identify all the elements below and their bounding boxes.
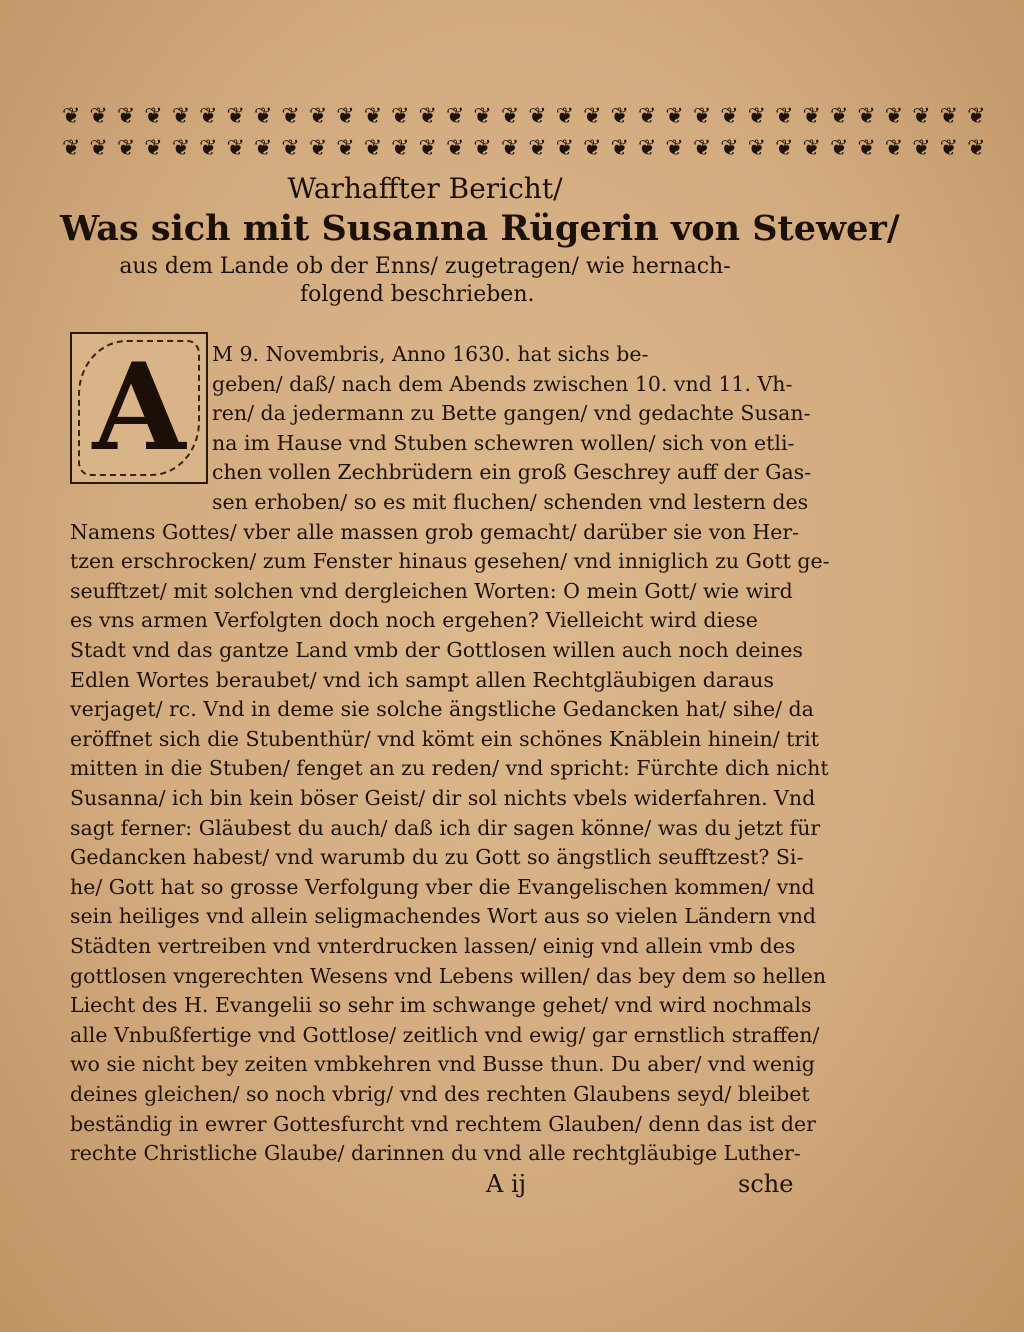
- title-line-3: aus dem Lande ob der Enns/ zugetragen/ wie hernach-: [119, 254, 731, 279]
- title-line-1: Warhaffter Bericht/: [287, 172, 563, 205]
- body-line: na im Hause vnd Stuben schewren wollen/ sich von etli-: [212, 430, 795, 455]
- body-line: seufftzet/ mit solchen vnd dergleichen Worten: O mein Gott/ wie wird: [70, 578, 793, 603]
- signature-mark: A ij: [486, 1170, 527, 1198]
- body-line: alle Vnbußfertige vnd Gottlose/ zeitlich vnd ewig/ gar ernstlich straffen/: [70, 1022, 820, 1047]
- body-line: ren/ da jedermann zu Bette gangen/ vnd gedachte Susan-: [212, 401, 811, 426]
- body-line: Gedancken habest/ vnd warumb du zu Gott so ängstlich seufftzest? Si-: [70, 845, 804, 870]
- body-line: es vns armen Verfolgten doch noch ergehen? Vielleicht wird diese: [70, 608, 758, 633]
- body-line: verjaget/ rc. Vnd in deme sie solche ängstliche Gedancken hat/ sihe/ da: [70, 697, 814, 722]
- body-line: Liecht des H. Evangelii so sehr im schwange gehet/ vnd wird nochmals: [70, 993, 812, 1018]
- body-line: Stadt vnd das gantze Land vmb der Gottlosen willen auch noch deines: [70, 638, 803, 662]
- body-line: deines gleichen/ so noch vbrig/ vnd des rechten Glaubens seyd/ bleibet: [70, 1082, 810, 1106]
- body-line: M 9. Novembris, Anno 1630. hat sichs be-: [212, 342, 649, 366]
- body-line: eröffnet sich die Stubenthür/ vnd kömt ein schönes Knäblein hinein/ trit: [70, 726, 819, 751]
- body-line: Namens Gottes/ vber alle massen grob gemacht/ darüber sie von Her-: [70, 519, 800, 544]
- initial-letter: A: [92, 337, 186, 478]
- body-line: Edlen Wortes beraubet/ vnd ich sampt allen Rechtgläubigen daraus: [70, 667, 774, 692]
- body-line: sen erhoben/ so es mit fluchen/ schenden vnd lestern des: [212, 490, 809, 514]
- body-line: beständig in ewrer Gottesfurcht vnd rechtem Glauben/ denn das ist der: [70, 1111, 816, 1136]
- body-line: mitten in die Stuben/ fenget an zu reden/ vnd spricht: Fürchte dich nicht: [70, 756, 829, 781]
- ornament-border-top: ❦ ❦ ❦ ❦ ❦ ❦ ❦ ❦ ❦ ❦ ❦ ❦ ❦ ❦ ❦ ❦ ❦ ❦ ❦ ❦ ❦ ❦ ❦ ❦ ❦ ❦ ❦ ❦ ❦ ❦ ❦ ❦ ❦ ❦: [62, 104, 987, 129]
- ornament-border-bottom: ❦ ❦ ❦ ❦ ❦ ❦ ❦ ❦ ❦ ❦ ❦ ❦ ❦ ❦ ❦ ❦ ❦ ❦ ❦ ❦ ❦ ❦ ❦ ❦ ❦ ❦ ❦ ❦ ❦ ❦ ❦ ❦ ❦ ❦: [62, 136, 987, 161]
- body-line: gottlosen vngerechten Wesens vnd Lebens willen/ das bey dem so hellen: [70, 963, 827, 988]
- body-line: wo sie nicht bey zeiten vmbkehren vnd Busse thun. Du aber/ vnd wenig: [70, 1052, 815, 1077]
- body-line: sagt ferner: Gläubest du auch/ daß ich dir sagen könne/ was du jetzt für: [70, 815, 821, 840]
- body-line: Susanna/ ich bin kein böser Geist/ dir sol nichts vbels widerfahren. Vnd: [70, 786, 816, 810]
- body-line: chen vollen Zechbrüdern ein groß Geschrey auff der Gas-: [212, 460, 812, 485]
- body-line: Städten vertreiben vnd vnterdrucken lassen/ einig vnd allein vmb des: [70, 934, 796, 958]
- body-line: sein heiliges vnd allein seligmachendes Wort aus so vielen Ländern vnd: [70, 904, 817, 929]
- decorated-initial: [70, 332, 208, 484]
- title-line-2: Was sich mit Susanna Rügerin von Stewer/: [60, 208, 900, 249]
- body-line: he/ Gott hat so grosse Verfolgung vber die Evangelischen kommen/ vnd: [70, 874, 815, 899]
- title-line-4: folgend beschrieben.: [300, 282, 535, 307]
- body-line: rechte Christliche Glaube/ darinnen du vnd alle rechtgläubige Luther-: [70, 1141, 801, 1166]
- body-line: geben/ daß/ nach dem Abends zwischen 10. vnd 11. Vh-: [212, 371, 793, 396]
- body-line: tzen erschrocken/ zum Fenster hinaus gesehen/ vnd inniglich zu Gott ge-: [70, 549, 830, 574]
- catchword: sche: [738, 1170, 794, 1198]
